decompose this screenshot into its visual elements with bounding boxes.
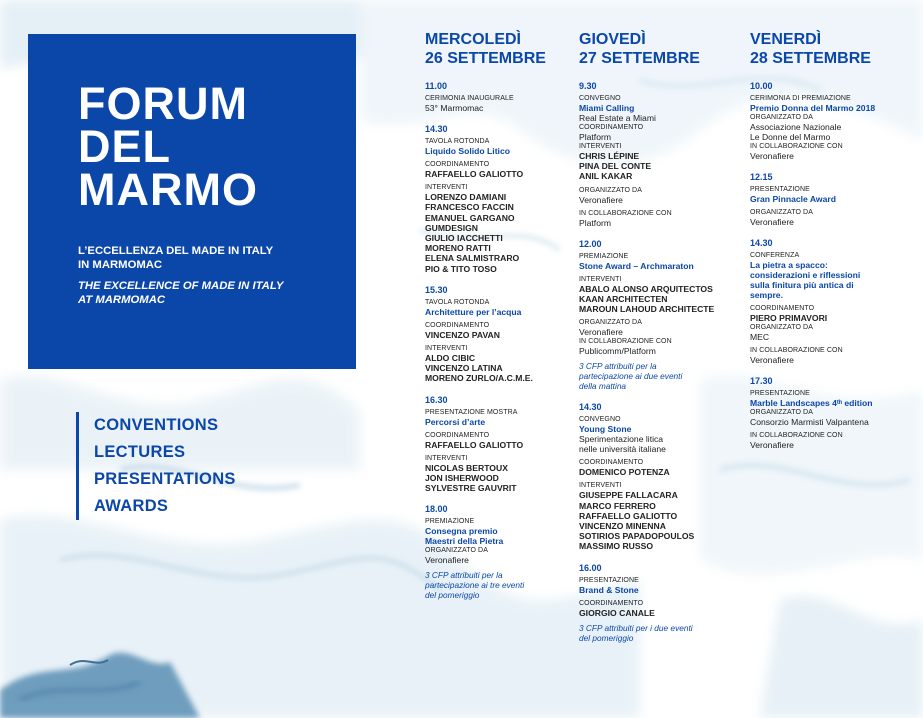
speaker-name: RAFFAELLO GALIOTTO — [579, 510, 678, 521]
collaborator-name: Veronafiere — [750, 440, 794, 451]
event-title: La pietra a spacco: considerazioni e riflessioni sulla finitura più antica di sempre. — [750, 260, 861, 300]
event-time: 10.00 — [750, 81, 773, 91]
speaker-name: FRANCESCO FACCIN — [425, 202, 514, 213]
event-item — [425, 81, 603, 113]
event-time: 14.30 — [579, 402, 602, 413]
speaker-name: MORENO ZURLO/A.C.M.E. — [425, 373, 533, 384]
event-time: 18.00 — [425, 504, 448, 515]
day-column-wednesday — [425, 30, 603, 611]
organizer-label: ORGANIZZATO DA — [750, 324, 813, 332]
collaboration-label: IN COLLABORAZIONE CON — [579, 209, 672, 217]
coordination-label: COORDINAMENTO — [579, 599, 644, 607]
speaker-name: LORENZO DAMIANI — [425, 192, 507, 203]
speaker-list — [579, 284, 757, 315]
event-item — [425, 124, 603, 274]
event-type: CERIMONIA INAUGURALE — [425, 95, 514, 102]
event-title: Premio Donna del Marmo 2018 — [750, 103, 876, 113]
coordinator-name: GIORGIO CANALE — [579, 607, 655, 618]
speaker-name: ALDO CIBIC — [425, 353, 476, 364]
coordinator-name: RAFFAELLO GALIOTTO — [425, 439, 524, 450]
hero-title-line: FORUM — [78, 78, 248, 129]
collaborator-name: Publicomm/Platform — [579, 346, 656, 357]
hero-title-line: MARMO — [78, 164, 258, 215]
speakers-label: INTERVENTI — [425, 454, 468, 462]
speaker-name: EMANUEL GARGANO — [425, 212, 515, 223]
category-item: PRESENTATIONS — [94, 470, 236, 488]
speaker-name: NICOLAS BERTOUX — [425, 462, 508, 473]
day-heading: GIOVEDÌ 27 SETTEMBRE — [579, 31, 700, 67]
event-item — [425, 395, 603, 494]
category-item: CONVENTIONS — [94, 416, 219, 434]
day-heading: MERCOLEDÌ 26 SETTEMBRE — [425, 31, 546, 67]
speaker-name: VINCENZO LATINA — [425, 363, 503, 374]
event-item — [579, 563, 757, 643]
organizer-label: ORGANIZZATO DA — [579, 319, 642, 327]
event-item — [579, 402, 757, 551]
event-type: CONFERENZA — [750, 252, 800, 259]
event-title: Brand & Stone — [579, 584, 639, 595]
speaker-name: MARCO FERRERO — [579, 500, 656, 511]
coordinator-name: RAFFAELLO GALIOTTO — [425, 169, 524, 179]
event-type: PRESENTAZIONE — [750, 390, 810, 398]
organizer-name: Veronafiere — [425, 555, 469, 566]
event-time: 15.30 — [425, 284, 448, 295]
speakers-label: INTERVENTI — [579, 275, 622, 283]
event-time: 11.00 — [425, 81, 448, 91]
event-type: CONVEGNO — [579, 95, 621, 102]
event-type: PRESENTAZIONE — [750, 186, 810, 193]
speakers-label: INTERVENTI — [579, 143, 622, 150]
speaker-name: SYLVESTRE GAUVRIT — [425, 483, 517, 494]
speaker-name: CHRIS LÉPINE — [579, 151, 640, 161]
speaker-name: PIO & TITO TOSO — [425, 263, 497, 274]
speaker-list — [579, 151, 757, 182]
speaker-name: KAAN ARCHITECTEN — [579, 293, 668, 304]
event-item — [579, 239, 757, 392]
category-list — [76, 412, 236, 520]
collaboration-label: IN COLLABORAZIONE CON — [750, 143, 843, 150]
speaker-list — [425, 353, 603, 384]
speaker-list — [425, 463, 603, 494]
hero-title-line: DEL — [78, 121, 171, 172]
event-time: 16.00 — [579, 562, 602, 573]
coordination-label: COORDINAMENTO — [425, 161, 490, 168]
event-item — [579, 81, 757, 228]
event-item — [750, 81, 915, 161]
event-title: Architetture per l’acqua — [425, 306, 522, 317]
speaker-name: MORENO RATTI — [425, 243, 491, 254]
event-title: Gran Pinnacle Award — [750, 194, 836, 204]
event-time: 14.30 — [425, 124, 448, 134]
collaboration-label: IN COLLABORAZIONE CON — [750, 432, 843, 440]
event-type: TAVOLA ROTONDA — [425, 138, 490, 145]
speakers-label: INTERVENTI — [579, 482, 622, 490]
event-type: CONVEGNO — [579, 416, 621, 424]
speaker-name: GIUSEPPE FALLACARA — [579, 490, 678, 501]
collaborator-name: Veronafiere — [750, 355, 794, 366]
day-column-thursday — [579, 30, 757, 654]
coordinator-name: VINCENZO PAVAN — [425, 329, 500, 340]
event-title: Young Stone — [579, 424, 632, 435]
day-heading: VENERDÌ 28 SETTEMBRE — [750, 31, 871, 67]
event-title: Liquido Solido Litico — [425, 146, 510, 156]
speaker-list — [425, 192, 603, 274]
coordinator-name: PIERO PRIMAVORI — [750, 313, 828, 323]
coordination-label: COORDINAMENTO — [579, 124, 644, 131]
organizer-name: Veronafiere — [579, 194, 623, 205]
event-time: 16.30 — [425, 394, 448, 405]
event-item — [750, 376, 915, 450]
event-item — [750, 238, 915, 365]
coordination-label: COORDINAMENTO — [425, 321, 490, 329]
event-subtitle: 53° Marmomac — [425, 103, 484, 113]
event-item — [425, 504, 603, 600]
organizer-label: ORGANIZZATO DA — [425, 547, 488, 555]
cfp-note: 3 CFP attribuiti per i due eventi del pomeriggio — [579, 622, 693, 643]
speaker-name: SOTIRIOS PAPADOPOULOS — [579, 531, 695, 542]
hero-panel — [28, 34, 356, 369]
organizer-label: ORGANIZZATO DA — [750, 114, 813, 121]
speaker-name: VINCENZO MINENNA — [579, 521, 666, 532]
speaker-name: GUMDESIGN — [425, 222, 478, 233]
collaboration-label: IN COLLABORAZIONE CON — [579, 338, 672, 346]
coordinator-name: DOMENICO POTENZA — [579, 467, 670, 478]
speaker-name: ELENA SALMISTRARO — [425, 253, 520, 264]
event-item — [750, 172, 915, 227]
event-type: PRESENTAZIONE — [579, 576, 639, 584]
speaker-name: ABALO ALONSO ARQUITECTOS — [579, 283, 713, 294]
organizer-name: Consorzio Marmisti Valpantena — [750, 417, 869, 428]
collaborator-name: Platform — [579, 217, 611, 228]
organizer-label: ORGANIZZATO DA — [750, 209, 813, 216]
event-title: Stone Award – Archmaraton — [579, 260, 694, 271]
organizer-label: ORGANIZZATO DA — [579, 186, 642, 194]
speaker-name: MASSIMO RUSSO — [579, 541, 654, 552]
speaker-name: ANIL KAKAR — [579, 171, 633, 182]
collaborator-name: Veronafiere — [750, 151, 794, 161]
event-type: PREMIAZIONE — [425, 518, 475, 526]
event-title: Percorsi d’arte — [425, 416, 486, 427]
event-time: 9.30 — [579, 81, 597, 91]
speaker-list — [579, 490, 757, 551]
category-item: AWARDS — [94, 497, 169, 515]
organizer-label: ORGANIZZATO DA — [750, 409, 813, 417]
organizer-name: Veronafiere — [750, 217, 794, 227]
cfp-note: 3 CFP attribuiti per la partecipazione ai tre eventi del pomeriggio — [425, 570, 525, 601]
event-title: Consegna premio Maestri della Pietra — [425, 526, 504, 547]
event-subtitle: Sperimentazione litica nelle università italiane — [579, 434, 666, 455]
event-time: 12.15 — [750, 172, 773, 182]
event-title: Marble Landscapes 4ᵗʰ edition — [750, 398, 873, 409]
event-type: PRESENTAZIONE MOSTRA — [425, 408, 518, 416]
speaker-name: PINA DEL CONTE — [579, 161, 652, 172]
organizer-name: MEC — [750, 332, 770, 343]
cfp-note: 3 CFP attribuiti per la partecipazione ai due eventi della mattina — [579, 361, 683, 392]
coordinator-name: Platform — [579, 132, 611, 142]
event-type: CERIMONIA DI PREMIAZIONE — [750, 95, 851, 102]
speaker-name: GIULIO IACCHETTI — [425, 233, 503, 244]
speakers-label: INTERVENTI — [425, 184, 468, 192]
coordination-label: COORDINAMENTO — [425, 431, 490, 439]
speaker-name: JON ISHERWOOD — [425, 473, 499, 484]
speaker-name: MAROUN LAHOUD ARCHITECTE — [579, 304, 715, 315]
day-column-friday — [750, 30, 915, 461]
event-time: 12.00 — [579, 238, 602, 249]
event-type: TAVOLA ROTONDA — [425, 298, 490, 306]
hero-title — [78, 78, 258, 215]
event-time: 14.30 — [750, 238, 773, 248]
event-type: PREMIAZIONE — [579, 252, 629, 260]
speakers-label: INTERVENTI — [425, 345, 468, 353]
collaboration-label: IN COLLABORAZIONE CON — [750, 347, 843, 355]
organizer-name: Associazione Nazionale Le Donne del Marmo — [750, 122, 842, 142]
category-item: LECTURES — [94, 443, 186, 461]
event-subtitle: Real Estate a Miami — [579, 113, 656, 123]
organizer-name: Veronafiere — [579, 327, 623, 338]
coordination-label: COORDINAMENTO — [750, 305, 815, 312]
event-item — [425, 285, 603, 384]
event-title: Miami Calling — [579, 103, 635, 113]
hero-subtitle-en: THE EXCELLENCE OF MADE IN ITALY AT MARMOMAC — [78, 280, 284, 306]
hero-subtitle-it: L’ECCELLENZA DEL MADE IN ITALY IN MARMOMAC — [78, 245, 274, 271]
event-time: 17.30 — [750, 376, 773, 387]
coordination-label: COORDINAMENTO — [579, 459, 644, 467]
